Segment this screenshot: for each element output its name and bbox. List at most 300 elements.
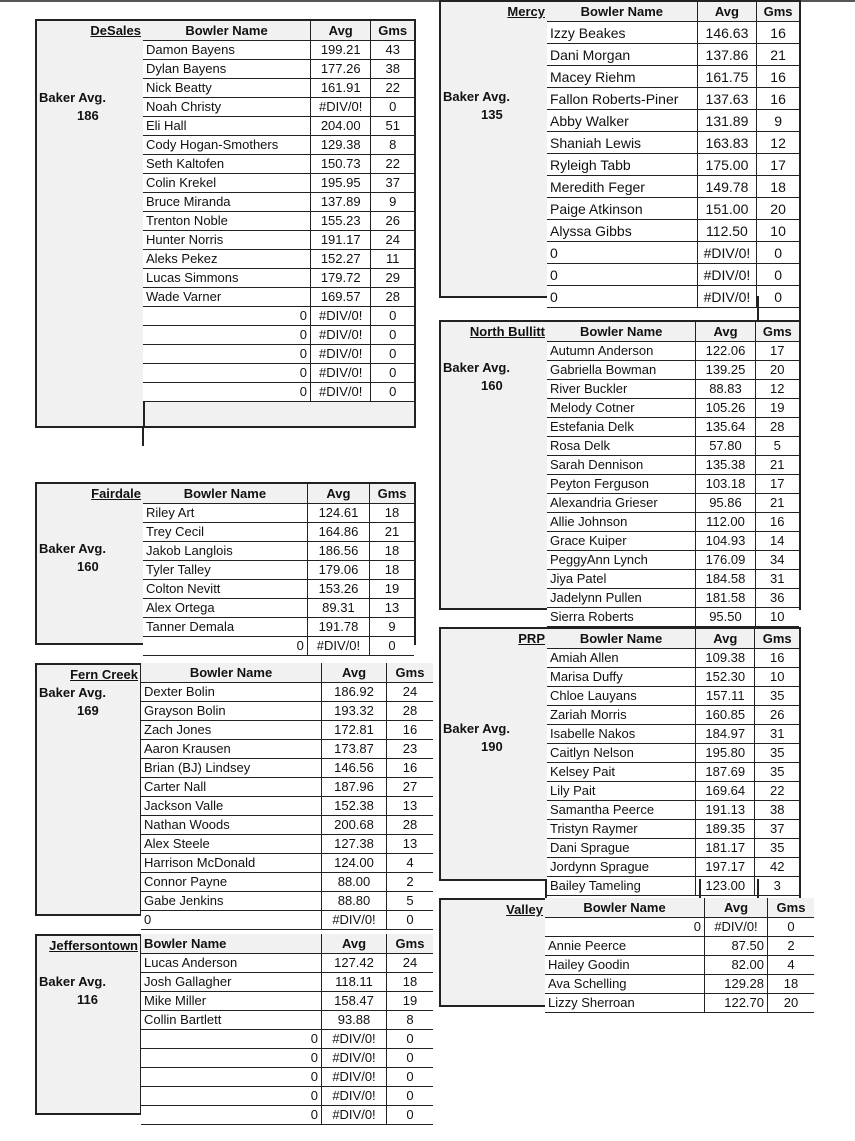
average-cell[interactable]: 87.50 xyxy=(705,937,768,956)
games-cell[interactable]: 12 xyxy=(755,380,799,399)
games-cell[interactable]: 0 xyxy=(387,911,434,930)
games-cell[interactable]: 20 xyxy=(755,361,799,380)
average-cell[interactable]: 93.88 xyxy=(322,1011,387,1030)
bowler-name-cell[interactable]: 0 xyxy=(141,911,322,930)
bowler-name-cell[interactable]: Paige Atkinson xyxy=(547,198,697,220)
games-cell[interactable]: 26 xyxy=(371,212,414,231)
games-cell[interactable]: 8 xyxy=(387,1011,434,1030)
bowler-name-cell[interactable]: Jordynn Sprague xyxy=(547,858,696,877)
games-cell[interactable]: 35 xyxy=(755,763,799,782)
average-cell[interactable]: 150.73 xyxy=(311,155,371,174)
average-cell[interactable]: #DIV/0! xyxy=(311,98,371,117)
games-cell[interactable]: 20 xyxy=(768,994,815,1013)
bowler-name-cell[interactable]: Estefania Delk xyxy=(547,418,696,437)
average-cell[interactable]: #DIV/0! xyxy=(311,307,371,326)
average-cell[interactable]: 89.31 xyxy=(307,599,369,618)
bowler-name-cell[interactable]: Kelsey Pait xyxy=(547,763,696,782)
games-cell[interactable]: 24 xyxy=(387,954,434,973)
average-cell[interactable]: 155.23 xyxy=(311,212,371,231)
games-cell[interactable]: 14 xyxy=(755,532,799,551)
baker-avg-value: 160 xyxy=(77,559,99,574)
average-cell[interactable]: 122.06 xyxy=(696,342,755,361)
games-cell[interactable]: 9 xyxy=(371,193,414,212)
games-cell[interactable]: 0 xyxy=(757,286,799,308)
games-cell[interactable]: 0 xyxy=(757,264,799,286)
bowler-name-cell[interactable]: Caitlyn Nelson xyxy=(547,744,696,763)
average-cell[interactable]: 124.00 xyxy=(322,854,387,873)
games-cell[interactable]: 9 xyxy=(370,618,414,637)
bowler-name-cell[interactable]: Trenton Noble xyxy=(143,212,311,231)
average-cell[interactable]: 187.96 xyxy=(322,778,387,797)
games-cell[interactable]: 16 xyxy=(757,88,799,110)
baker-avg-value: 190 xyxy=(481,739,503,754)
average-cell[interactable]: 199.21 xyxy=(311,41,371,60)
games-cell[interactable]: 35 xyxy=(755,839,799,858)
bowler-name-cell[interactable]: Lucas Anderson xyxy=(141,954,322,973)
table-header-row xyxy=(545,898,814,918)
bowler-name-cell[interactable]: Grayson Bolin xyxy=(141,702,322,721)
average-cell[interactable]: #DIV/0! xyxy=(311,364,371,383)
average-cell[interactable]: 127.42 xyxy=(322,954,387,973)
games-cell[interactable]: 0 xyxy=(768,918,815,937)
bowler-name-cell[interactable]: Lizzy Sherroan xyxy=(545,994,705,1013)
games-cell[interactable]: 19 xyxy=(370,580,414,599)
bowler-name-cell[interactable]: Nick Beatty xyxy=(143,79,311,98)
average-cell[interactable]: 137.86 xyxy=(697,44,756,66)
bowler-name-cell[interactable]: Isabelle Nakos xyxy=(547,725,696,744)
bowler-name-cell[interactable]: Fallon Roberts-Piner xyxy=(547,88,697,110)
games-cell[interactable]: 36 xyxy=(755,589,799,608)
average-cell[interactable]: 186.92 xyxy=(322,683,387,702)
bowler-name-cell[interactable]: Grace Kuiper xyxy=(547,532,696,551)
average-cell[interactable]: #DIV/0! xyxy=(322,1087,387,1106)
average-cell[interactable]: 139.25 xyxy=(696,361,755,380)
bowler-name-cell[interactable]: Eli Hall xyxy=(143,117,311,136)
games-cell[interactable]: 0 xyxy=(371,364,414,383)
games-cell[interactable]: 22 xyxy=(371,155,414,174)
average-cell[interactable]: 191.78 xyxy=(307,618,369,637)
bowler-name-cell[interactable]: Ava Schelling xyxy=(545,975,705,994)
average-cell[interactable]: 127.38 xyxy=(322,835,387,854)
column-header-gms: Gms xyxy=(370,484,414,504)
games-cell[interactable]: 21 xyxy=(370,523,414,542)
games-cell[interactable]: 38 xyxy=(755,801,799,820)
bowler-name-cell[interactable]: Alex Steele xyxy=(141,835,322,854)
average-cell[interactable]: #DIV/0! xyxy=(322,911,387,930)
games-cell[interactable]: 18 xyxy=(768,975,815,994)
bowler-name-cell[interactable]: Josh Gallagher xyxy=(141,973,322,992)
average-cell[interactable]: 95.86 xyxy=(696,494,755,513)
average-cell[interactable]: 88.00 xyxy=(322,873,387,892)
average-cell[interactable]: 172.81 xyxy=(322,721,387,740)
bowler-name-cell[interactable]: 0 xyxy=(143,637,307,656)
games-cell[interactable]: 18 xyxy=(370,542,414,561)
games-cell[interactable]: 4 xyxy=(768,956,815,975)
games-cell[interactable]: 0 xyxy=(387,1068,434,1087)
bowler-name-cell[interactable]: Damon Bayens xyxy=(143,41,311,60)
bowler-name-cell[interactable]: 0 xyxy=(143,326,311,345)
games-cell[interactable]: 27 xyxy=(387,778,434,797)
games-cell[interactable]: 2 xyxy=(387,873,434,892)
games-cell[interactable]: 23 xyxy=(387,740,434,759)
games-cell[interactable]: 9 xyxy=(757,110,799,132)
bowler-name-cell[interactable]: Harrison McDonald xyxy=(141,854,322,873)
bowler-name-cell[interactable]: Lucas Simmons xyxy=(143,269,311,288)
bowler-name-cell[interactable]: 0 xyxy=(141,1030,322,1049)
bowler-name-cell[interactable]: 0 xyxy=(141,1106,322,1125)
bowler-name-cell[interactable]: Amiah Allen xyxy=(547,649,696,668)
bowler-name-cell[interactable]: Hunter Norris xyxy=(143,231,311,250)
average-cell[interactable]: 146.63 xyxy=(697,22,756,44)
average-cell[interactable]: 82.00 xyxy=(705,956,768,975)
games-cell[interactable]: 13 xyxy=(387,835,434,854)
games-cell[interactable]: 28 xyxy=(755,418,799,437)
table-row xyxy=(143,383,414,402)
bowler-name-cell[interactable]: Dani Morgan xyxy=(547,44,697,66)
games-cell[interactable]: 18 xyxy=(387,973,434,992)
bowler-name-cell[interactable]: Seth Kaltofen xyxy=(143,155,311,174)
games-cell[interactable]: 10 xyxy=(755,608,799,627)
games-cell[interactable]: 3 xyxy=(755,877,799,896)
average-cell[interactable]: 152.27 xyxy=(311,250,371,269)
average-cell[interactable]: 191.13 xyxy=(696,801,755,820)
average-cell[interactable]: 157.11 xyxy=(696,687,755,706)
average-cell[interactable]: 163.83 xyxy=(697,132,756,154)
games-cell[interactable]: 5 xyxy=(755,437,799,456)
average-cell[interactable]: 122.70 xyxy=(705,994,768,1013)
average-cell[interactable]: 135.64 xyxy=(696,418,755,437)
bowler-name-cell[interactable]: Brian (BJ) Lindsey xyxy=(141,759,322,778)
bowler-name-cell[interactable]: Alyssa Gibbs xyxy=(547,220,697,242)
games-cell[interactable]: 29 xyxy=(371,269,414,288)
games-cell[interactable]: 10 xyxy=(757,220,799,242)
games-cell[interactable]: 0 xyxy=(371,326,414,345)
games-cell[interactable]: 0 xyxy=(371,307,414,326)
average-cell[interactable]: 195.80 xyxy=(696,744,755,763)
table-row xyxy=(141,1106,433,1125)
games-cell[interactable]: 21 xyxy=(755,456,799,475)
games-cell[interactable]: 5 xyxy=(387,892,434,911)
bowler-name-cell[interactable]: Tyler Talley xyxy=(143,561,307,580)
games-cell[interactable]: 0 xyxy=(371,383,414,402)
games-cell[interactable]: 22 xyxy=(755,782,799,801)
average-cell[interactable]: #DIV/0! xyxy=(307,637,369,656)
average-cell[interactable]: 197.17 xyxy=(696,858,755,877)
average-cell[interactable]: #DIV/0! xyxy=(311,326,371,345)
average-cell[interactable]: 123.00 xyxy=(696,877,755,896)
bowler-name-cell[interactable]: Connor Payne xyxy=(141,873,322,892)
bowler-name-cell[interactable]: 0 xyxy=(141,1049,322,1068)
average-cell[interactable]: #DIV/0! xyxy=(322,1030,387,1049)
games-cell[interactable]: 16 xyxy=(755,649,799,668)
average-cell[interactable]: 181.58 xyxy=(696,589,755,608)
bowler-name-cell[interactable]: Bruce Miranda xyxy=(143,193,311,212)
games-cell[interactable]: 2 xyxy=(768,937,815,956)
bowler-name-cell[interactable]: 0 xyxy=(141,1087,322,1106)
average-cell[interactable]: #DIV/0! xyxy=(697,286,756,308)
games-cell[interactable]: 13 xyxy=(387,797,434,816)
games-cell[interactable]: 37 xyxy=(755,820,799,839)
bowler-name-cell[interactable]: Mike Miller xyxy=(141,992,322,1011)
bowler-name-cell[interactable]: Dani Sprague xyxy=(547,839,696,858)
average-cell[interactable]: 88.83 xyxy=(696,380,755,399)
bowler-name-cell[interactable]: Collin Bartlett xyxy=(141,1011,322,1030)
bowler-name-cell[interactable]: 0 xyxy=(545,918,705,937)
bowler-name-cell[interactable]: Hailey Goodin xyxy=(545,956,705,975)
average-cell[interactable]: 103.18 xyxy=(696,475,755,494)
average-cell[interactable]: 88.80 xyxy=(322,892,387,911)
average-cell[interactable]: 181.17 xyxy=(696,839,755,858)
average-cell[interactable]: 179.06 xyxy=(307,561,369,580)
games-cell[interactable]: 28 xyxy=(387,816,434,835)
games-cell[interactable]: 20 xyxy=(757,198,799,220)
average-cell[interactable]: 135.38 xyxy=(696,456,755,475)
bowler-name-cell[interactable]: Gabriella Bowman xyxy=(547,361,696,380)
average-cell[interactable]: 186.56 xyxy=(307,542,369,561)
average-cell[interactable]: 189.35 xyxy=(696,820,755,839)
games-cell[interactable]: 24 xyxy=(371,231,414,250)
games-cell[interactable]: 35 xyxy=(755,687,799,706)
bowler-name-cell[interactable]: 0 xyxy=(143,307,311,326)
average-cell[interactable]: 152.30 xyxy=(696,668,755,687)
average-cell[interactable]: 109.38 xyxy=(696,649,755,668)
games-cell[interactable]: 16 xyxy=(757,66,799,88)
average-cell[interactable]: 191.17 xyxy=(311,231,371,250)
average-cell[interactable]: 112.00 xyxy=(696,513,755,532)
average-cell[interactable]: 153.26 xyxy=(307,580,369,599)
bowler-name-cell[interactable]: Shaniah Lewis xyxy=(547,132,697,154)
average-cell[interactable]: 169.57 xyxy=(311,288,371,307)
games-cell[interactable]: 28 xyxy=(371,288,414,307)
games-cell[interactable]: 16 xyxy=(755,513,799,532)
average-cell[interactable]: 149.78 xyxy=(697,176,756,198)
bowler-name-cell[interactable]: Aleks Pekez xyxy=(143,250,311,269)
games-cell[interactable]: 17 xyxy=(755,475,799,494)
bowler-name-cell[interactable]: Jadelynn Pullen xyxy=(547,589,696,608)
average-cell[interactable]: 131.89 xyxy=(697,110,756,132)
bowler-name-cell[interactable]: 0 xyxy=(547,242,697,264)
bowler-name-cell[interactable]: Macey Riehm xyxy=(547,66,697,88)
bowler-name-cell[interactable]: Chloe Lauyans xyxy=(547,687,696,706)
games-cell[interactable]: 22 xyxy=(371,79,414,98)
games-cell[interactable]: 21 xyxy=(755,494,799,513)
bowler-name-cell[interactable]: Alexandria Grieser xyxy=(547,494,696,513)
bowler-name-cell[interactable]: PeggyAnn Lynch xyxy=(547,551,696,570)
column-header-gms: Gms xyxy=(387,663,434,683)
bowler-name-cell[interactable]: Peyton Ferguson xyxy=(547,475,696,494)
average-cell[interactable]: 176.09 xyxy=(696,551,755,570)
average-cell[interactable]: 118.11 xyxy=(322,973,387,992)
table-row xyxy=(547,706,799,725)
games-cell[interactable]: 26 xyxy=(755,706,799,725)
games-cell[interactable]: 31 xyxy=(755,725,799,744)
average-cell[interactable]: 161.91 xyxy=(311,79,371,98)
table-row xyxy=(547,589,799,608)
bowler-name-cell[interactable]: Izzy Beakes xyxy=(547,22,697,44)
bowler-name-cell[interactable]: Abby Walker xyxy=(547,110,697,132)
games-cell[interactable]: 0 xyxy=(757,242,799,264)
average-cell[interactable]: 124.61 xyxy=(307,504,369,523)
bowler-name-cell[interactable]: Dylan Bayens xyxy=(143,60,311,79)
games-cell[interactable]: 4 xyxy=(387,854,434,873)
games-cell[interactable]: 24 xyxy=(387,683,434,702)
average-cell[interactable]: #DIV/0! xyxy=(311,345,371,364)
bowler-name-cell[interactable]: 0 xyxy=(143,383,311,402)
column-header-gms: Gms xyxy=(755,629,799,649)
average-cell[interactable]: 129.28 xyxy=(705,975,768,994)
average-cell[interactable]: 179.72 xyxy=(311,269,371,288)
bowler-name-cell[interactable]: Noah Christy xyxy=(143,98,311,117)
games-cell[interactable]: 19 xyxy=(755,399,799,418)
bowler-name-cell[interactable]: Jakob Langlois xyxy=(143,542,307,561)
average-cell[interactable]: 177.26 xyxy=(311,60,371,79)
table-row xyxy=(547,532,799,551)
average-cell[interactable]: 193.32 xyxy=(322,702,387,721)
bowler-name-cell[interactable]: 0 xyxy=(547,286,697,308)
average-cell[interactable]: 173.87 xyxy=(322,740,387,759)
average-cell[interactable]: 195.95 xyxy=(311,174,371,193)
average-cell[interactable]: 129.38 xyxy=(311,136,371,155)
baker-avg-label: Baker Avg. xyxy=(39,974,106,989)
bowler-name-cell[interactable]: Annie Peerce xyxy=(545,937,705,956)
average-cell[interactable]: 160.85 xyxy=(696,706,755,725)
bowler-name-cell[interactable]: Sarah Dennison xyxy=(547,456,696,475)
games-cell[interactable]: 8 xyxy=(371,136,414,155)
bowler-name-cell[interactable]: Carter Nall xyxy=(141,778,322,797)
average-cell[interactable]: 169.64 xyxy=(696,782,755,801)
games-cell[interactable]: 18 xyxy=(370,504,414,523)
bowler-name-cell[interactable]: River Buckler xyxy=(547,380,696,399)
average-cell[interactable]: 137.89 xyxy=(311,193,371,212)
average-cell[interactable]: 105.26 xyxy=(696,399,755,418)
bowler-name-cell[interactable]: Colton Nevitt xyxy=(143,580,307,599)
bowler-name-cell[interactable]: Lily Pait xyxy=(547,782,696,801)
bowler-name-cell[interactable]: Ryleigh Tabb xyxy=(547,154,697,176)
average-cell[interactable]: #DIV/0! xyxy=(697,264,756,286)
bowler-name-cell[interactable]: Trey Cecil xyxy=(143,523,307,542)
bowler-name-cell[interactable]: Wade Varner xyxy=(143,288,311,307)
games-cell[interactable]: 35 xyxy=(755,744,799,763)
games-cell[interactable]: 43 xyxy=(371,41,414,60)
bowler-name-cell[interactable]: Tanner Demala xyxy=(143,618,307,637)
games-cell[interactable]: 34 xyxy=(755,551,799,570)
average-cell[interactable]: 104.93 xyxy=(696,532,755,551)
games-cell[interactable]: 16 xyxy=(387,759,434,778)
average-cell[interactable]: 187.69 xyxy=(696,763,755,782)
bowler-name-cell[interactable]: Sierra Roberts xyxy=(547,608,696,627)
games-cell[interactable]: 0 xyxy=(371,345,414,364)
average-cell[interactable]: 151.00 xyxy=(697,198,756,220)
average-cell[interactable]: 200.68 xyxy=(322,816,387,835)
games-cell[interactable]: 18 xyxy=(757,176,799,198)
bowler-name-cell[interactable]: Gabe Jenkins xyxy=(141,892,322,911)
games-cell[interactable]: 11 xyxy=(371,250,414,269)
bowler-name-cell[interactable]: Aaron Krausen xyxy=(141,740,322,759)
games-cell[interactable]: 0 xyxy=(371,98,414,117)
table-row xyxy=(547,494,799,513)
games-cell[interactable]: 37 xyxy=(371,174,414,193)
bowler-name-cell[interactable]: 0 xyxy=(143,345,311,364)
bowler-name-cell[interactable]: Zariah Morris xyxy=(547,706,696,725)
games-cell[interactable]: 10 xyxy=(755,668,799,687)
bowler-name-cell[interactable]: Nathan Woods xyxy=(141,816,322,835)
games-cell[interactable]: 0 xyxy=(387,1087,434,1106)
average-cell[interactable]: 164.86 xyxy=(307,523,369,542)
games-cell[interactable]: 13 xyxy=(370,599,414,618)
average-cell[interactable]: 112.50 xyxy=(697,220,756,242)
bowler-name-cell[interactable]: Samantha Peerce xyxy=(547,801,696,820)
table-header-row xyxy=(547,629,799,649)
average-cell[interactable]: 161.75 xyxy=(697,66,756,88)
games-cell[interactable]: 21 xyxy=(757,44,799,66)
bowler-name-cell[interactable]: Dexter Bolin xyxy=(141,683,322,702)
average-cell[interactable]: 175.00 xyxy=(697,154,756,176)
games-cell[interactable]: 0 xyxy=(370,637,414,656)
bowler-name-cell[interactable]: 0 xyxy=(141,1068,322,1087)
bowler-name-cell[interactable]: Jackson Valle xyxy=(141,797,322,816)
average-cell[interactable]: 146.56 xyxy=(322,759,387,778)
average-cell[interactable]: 137.63 xyxy=(697,88,756,110)
bowler-name-cell[interactable]: Alex Ortega xyxy=(143,599,307,618)
average-cell[interactable]: #DIV/0! xyxy=(322,1049,387,1068)
bowler-name-cell[interactable]: Marisa Duffy xyxy=(547,668,696,687)
games-cell[interactable]: 0 xyxy=(387,1106,434,1125)
average-cell[interactable]: #DIV/0! xyxy=(322,1068,387,1087)
games-cell[interactable]: 0 xyxy=(387,1030,434,1049)
average-cell[interactable]: 184.97 xyxy=(696,725,755,744)
column-header-gms: Gms xyxy=(757,2,799,22)
bowler-name-cell[interactable]: 0 xyxy=(143,364,311,383)
games-cell[interactable]: 31 xyxy=(755,570,799,589)
average-cell[interactable]: 95.50 xyxy=(696,608,755,627)
average-cell[interactable]: 184.58 xyxy=(696,570,755,589)
bowler-name-cell[interactable]: Rosa Delk xyxy=(547,437,696,456)
games-cell[interactable]: 16 xyxy=(757,22,799,44)
games-cell[interactable]: 12 xyxy=(757,132,799,154)
bowler-name-cell[interactable]: Riley Art xyxy=(143,504,307,523)
games-cell[interactable]: 51 xyxy=(371,117,414,136)
bowler-name-cell[interactable]: Zach Jones xyxy=(141,721,322,740)
bowler-name-cell[interactable]: 0 xyxy=(547,264,697,286)
bowler-name-cell[interactable]: Bailey Tameling xyxy=(547,877,696,896)
games-cell[interactable]: 42 xyxy=(755,858,799,877)
games-cell[interactable]: 18 xyxy=(370,561,414,580)
average-cell[interactable]: 152.38 xyxy=(322,797,387,816)
average-cell[interactable]: #DIV/0! xyxy=(322,1106,387,1125)
average-cell[interactable]: 57.80 xyxy=(696,437,755,456)
games-cell[interactable]: 17 xyxy=(755,342,799,361)
average-cell[interactable]: #DIV/0! xyxy=(311,383,371,402)
bowler-name-cell[interactable]: Melody Cotner xyxy=(547,399,696,418)
bowler-name-cell[interactable]: Autumn Anderson xyxy=(547,342,696,361)
average-cell[interactable]: 204.00 xyxy=(311,117,371,136)
bowler-name-cell[interactable]: Colin Krekel xyxy=(143,174,311,193)
bowler-name-cell[interactable]: Meredith Feger xyxy=(547,176,697,198)
bowler-name-cell[interactable]: Jiya Patel xyxy=(547,570,696,589)
games-cell[interactable]: 16 xyxy=(387,721,434,740)
games-cell[interactable]: 19 xyxy=(387,992,434,1011)
average-cell[interactable]: #DIV/0! xyxy=(705,918,768,937)
games-cell[interactable]: 28 xyxy=(387,702,434,721)
average-cell[interactable]: #DIV/0! xyxy=(697,242,756,264)
games-cell[interactable]: 17 xyxy=(757,154,799,176)
games-cell[interactable]: 38 xyxy=(371,60,414,79)
bowler-name-cell[interactable]: Tristyn Raymer xyxy=(547,820,696,839)
average-cell[interactable]: 158.47 xyxy=(322,992,387,1011)
bowler-name-cell[interactable]: Allie Johnson xyxy=(547,513,696,532)
games-cell[interactable]: 0 xyxy=(387,1049,434,1068)
bowler-name-cell[interactable]: Cody Hogan-Smothers xyxy=(143,136,311,155)
